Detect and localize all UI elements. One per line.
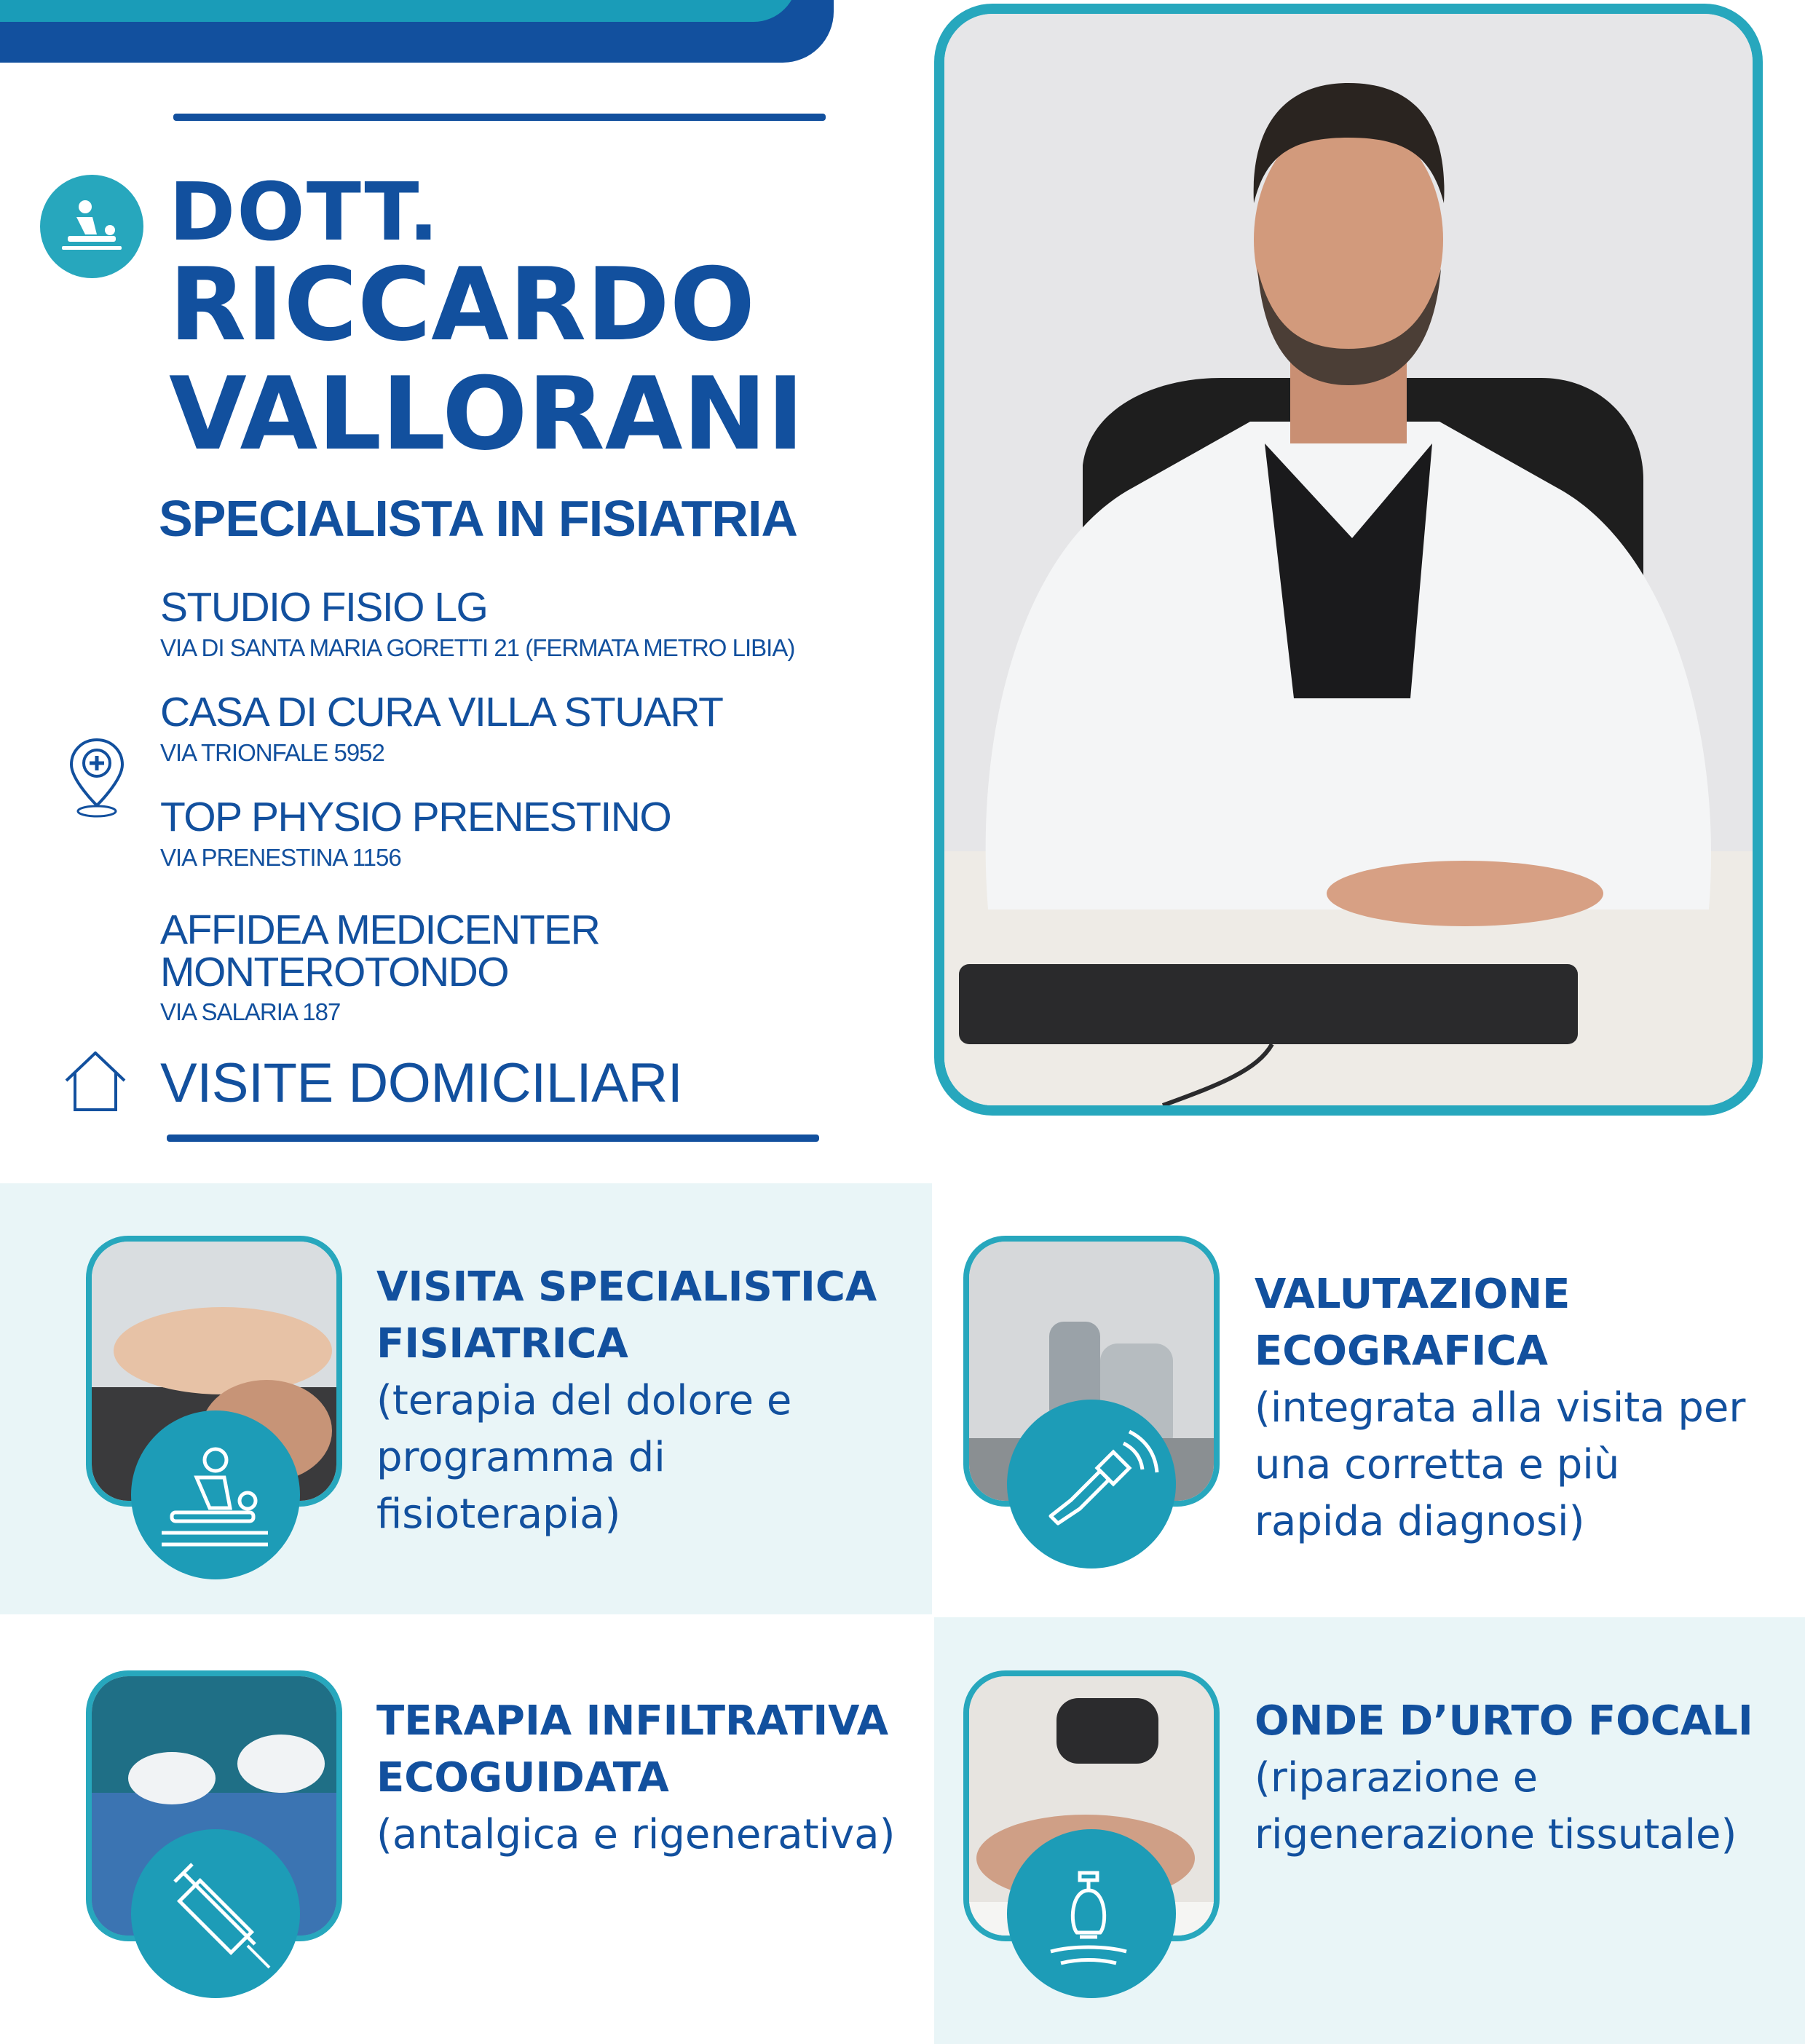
service-title: ONDE D’URTO FOCALI [1255, 1697, 1753, 1745]
service-title: VISITA SPECIALISTICA FISIATRICA [376, 1263, 877, 1368]
location-pin-icon [66, 735, 128, 821]
syringe-icon [131, 1829, 300, 1998]
doctor-last-name: VALLORANI [169, 355, 805, 473]
service-description: (integrata alla visita per una corretta e più rapida diagnosi) [1255, 1384, 1746, 1545]
location-address: VIA SALARIA 187 [160, 998, 341, 1025]
service-description: (antalgica e rigenerativa) [376, 1811, 896, 1858]
shockwave-icon [1007, 1829, 1176, 1998]
specialty: SPECIALISTA IN FISIATRIA [159, 490, 797, 547]
ultrasound-probe-icon [1007, 1400, 1176, 1568]
location-name: CASA DI CURA VILLA STUART [160, 689, 723, 735]
top-divider [173, 114, 826, 121]
home-visits: VISITE DOMICILIARI [160, 1052, 683, 1114]
physiotherapy-icon [40, 175, 143, 278]
top-banner-accent [0, 0, 797, 22]
location-name: AFFIDEA MEDICENTER MONTEROTONDO [160, 907, 600, 995]
service-description: (terapia del dolore e programma di fisioterapia) [376, 1377, 792, 1538]
location-address: VIA TRIONFALE 5952 [160, 739, 384, 766]
service-title: TERAPIA INFILTRATIVA ECOGUIDATA [376, 1697, 889, 1802]
title-prefix: DOTT. [169, 165, 441, 259]
service-description: (riparazione e rigenerazione tissutale) [1255, 1754, 1737, 1858]
house-icon [62, 1049, 129, 1113]
location-address: VIA DI SANTA MARIA GORETTI 21 (FERMATA METRO LIBIA) [160, 634, 795, 661]
doctor-first-name: RICCARDO [169, 246, 756, 363]
service-title: VALUTAZIONE ECOGRAFICA [1255, 1271, 1571, 1375]
doctor-photo [934, 4, 1763, 1116]
bottom-divider [167, 1135, 819, 1142]
location-address: VIA PRENESTINA 1156 [160, 844, 401, 871]
location-name: STUDIO FISIO LG [160, 584, 488, 631]
location-name: TOP PHYSIO PRENESTINO [160, 794, 671, 840]
physiotherapy-icon [131, 1410, 300, 1579]
